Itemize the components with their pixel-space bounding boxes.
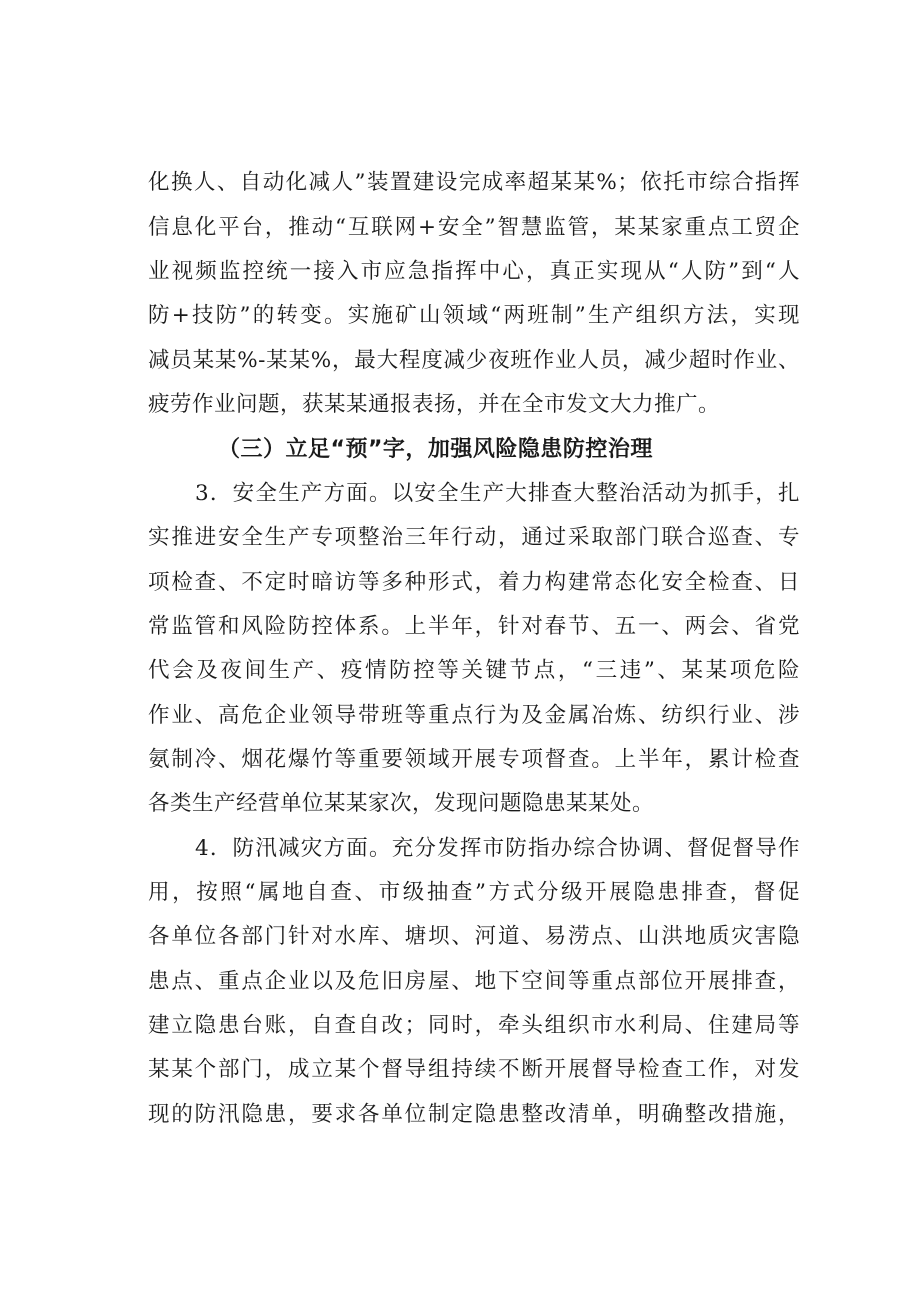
text-line: 现的防汛隐患，要求各单位制定隐患整改清单，明确整改措施， xyxy=(148,1102,800,1127)
text-line: 4．防汛减灾方面。充分发挥市防指办综合协调、督促督导作 xyxy=(195,836,800,861)
text-line: 代会及夜间生产、疫情防控等关键节点，“三违”、某某项危险 xyxy=(148,658,800,683)
text-line: 患点、重点企业以及危旧房屋、地下空间等重点部位开展排查， xyxy=(148,969,800,994)
text-line: 氨制冷、烟花爆竹等重要领域开展专项督查。上半年，累计检查 xyxy=(148,747,800,772)
text-line: 业视频监控统一接入市应急指挥中心，真正实现从“人防”到“人 xyxy=(148,259,800,284)
section-heading: （三）立足“预”字，加强风险隐患防控治理 xyxy=(218,437,653,462)
text-line: 3．安全生产方面。以安全生产大排查大整治活动为抓手，扎 xyxy=(195,481,800,506)
text-line: 实推进安全生产专项整治三年行动，通过采取部门联合巡查、专 xyxy=(148,525,800,550)
text-line: 建立隐患台账，自查自改；同时，牵头组织市水利局、住建局等 xyxy=(148,1013,800,1038)
text-line: 项检查、不定时暗访等多种形式，着力构建常态化安全检查、日 xyxy=(148,570,800,595)
text-line: 减员某某%-某某%，最大程度减少夜班作业人员，减少超时作业、 xyxy=(148,348,800,373)
text-line: 防+技防”的转变。实施矿山领域“两班制”生产组织方法，实现 xyxy=(148,303,800,328)
text-line: 信息化平台，推动“互联网+安全”智慧监管，某某家重点工贸企 xyxy=(148,215,800,240)
text-line: 常监管和风险防控体系。上半年，针对春节、五一、两会、省党 xyxy=(148,614,800,639)
text-line: 各类生产经营单位某某家次，发现问题隐患某某处。 xyxy=(148,791,655,816)
text-line: 各单位各部门针对水库、塘坝、河道、易涝点、山洪地质灾害隐 xyxy=(148,924,800,949)
text-line: 作业、高危企业领导带班等重点行为及金属冶炼、纺织行业、涉 xyxy=(148,703,800,728)
text-line: 疲劳作业问题，获某某通报表扬，并在全市发文大力推广。 xyxy=(148,392,721,417)
text-line: 用，按照“属地自查、市级抽查”方式分级开展隐患排查，督促 xyxy=(148,880,800,905)
text-line: 某某个部门，成立某个督导组持续不断开展督导检查工作，对发 xyxy=(148,1057,800,1082)
text-line: 化换人、自动化减人”装置建设完成率超某某%；依托市综合指挥 xyxy=(148,170,800,195)
